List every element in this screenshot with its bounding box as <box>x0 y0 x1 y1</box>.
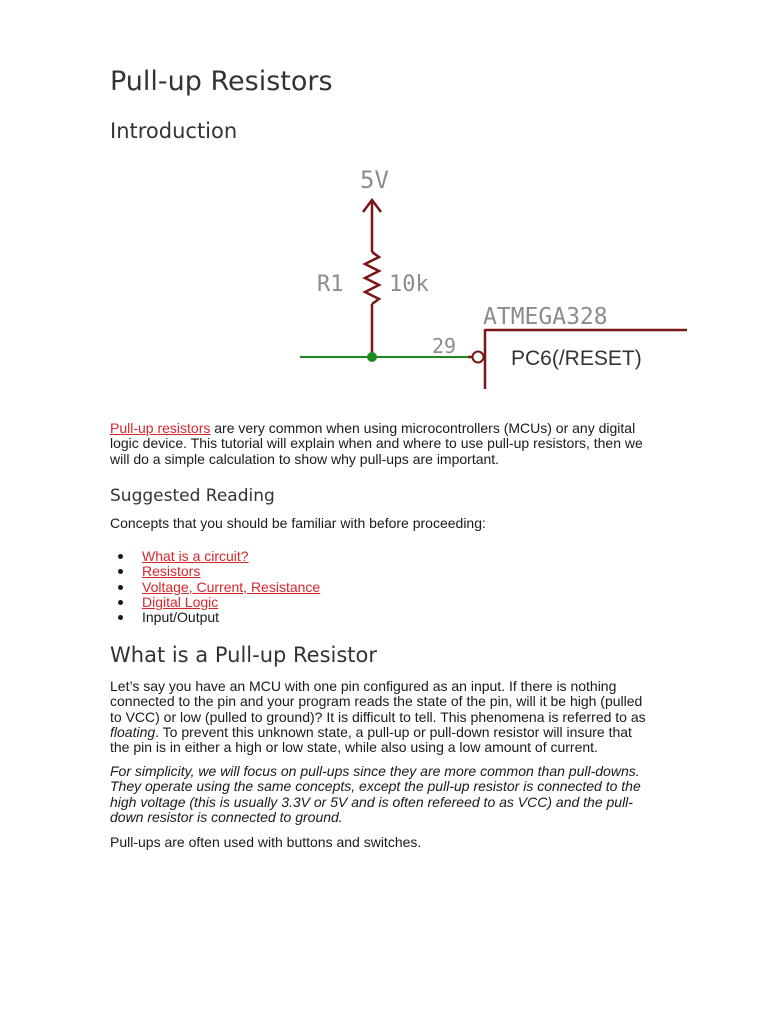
list-item <box>110 580 320 595</box>
bullet-icon <box>118 600 123 605</box>
list-item <box>110 610 320 625</box>
junction-dot <box>367 352 377 362</box>
resistor-symbol <box>365 252 379 304</box>
bullet-icon <box>118 554 123 559</box>
voltage-current-resistance-link[interactable]: Voltage, Current, Resistance <box>142 578 321 595</box>
chip-name-label: ATMEGA328 <box>483 304 608 330</box>
pull-up-schematic-diagram <box>190 160 690 395</box>
what-is-pull-up-heading: What is a Pull-up Resistor <box>110 643 378 667</box>
list-item <box>110 595 320 610</box>
suggested-reading-list <box>110 549 320 625</box>
simplicity-paragraph: For simplicity, we will focus on pull-ups since they are more common than pull-downs. They operate using the same concepts, except the pull-up resistor is connected to the high voltage (this is usually 3.3V or 5V and is often refereed to as VCC) and the pull-down resistor is connected to ground. <box>110 763 641 825</box>
pull-up-resistors-link[interactable]: Pull-up resistors <box>110 420 211 436</box>
resistor-value-label: 10k <box>389 272 429 297</box>
page-title: Pull-up Resistors <box>110 66 333 97</box>
pin-bubble-icon <box>473 352 484 363</box>
pin-name-label: PC6(/RESET) <box>511 347 642 370</box>
floating-paragraph-start: Let’s say you have an MCU with one pin configured as an input. If there is nothing connected to the pin and your program reads the state of the pin, will it be high (pulled to VCC) or low (pulled to ground)? It is difficult to tell. This phenomena is referred to as <box>110 678 646 725</box>
suggested-reading-lead: Concepts that you should be familiar with before proceeding: <box>110 515 486 531</box>
resistor-ref-label: R1 <box>317 272 344 297</box>
digital-logic-link[interactable]: Digital Logic <box>142 593 219 610</box>
pin-number-label: 29 <box>432 334 457 358</box>
bullet-icon <box>118 615 123 620</box>
bullet-icon <box>118 585 123 590</box>
resistors-link[interactable]: Resistors <box>142 563 201 580</box>
voltage-label: 5V <box>360 166 389 194</box>
floating-paragraph <box>110 679 655 755</box>
buttons-switches-paragraph: Pull-ups are often used with buttons and switches. <box>110 834 422 850</box>
list-item <box>110 564 320 579</box>
suggested-reading-heading: Suggested Reading <box>110 486 275 506</box>
floating-term: floating <box>110 723 156 740</box>
intro-paragraph-text: are very common when using microcontrollers (MCUs) or any digital logic device. This tutorial will explain when and where to use pull-up resistors, then we will do a simple calculation to show why pull-ups are important. <box>110 420 643 467</box>
bullet-icon <box>118 569 123 574</box>
introduction-heading: Introduction <box>110 119 238 143</box>
intro-paragraph <box>110 421 655 467</box>
list-item <box>110 549 320 564</box>
input-output-text: Input/Output <box>142 609 220 626</box>
floating-paragraph-end: . To prevent this unknown state, a pull-up or pull-down resistor will insure that the pin is in either a high or low state, while also using a low amount of current. <box>110 723 632 756</box>
what-is-a-circuit-link[interactable]: What is a circuit? <box>142 548 249 564</box>
